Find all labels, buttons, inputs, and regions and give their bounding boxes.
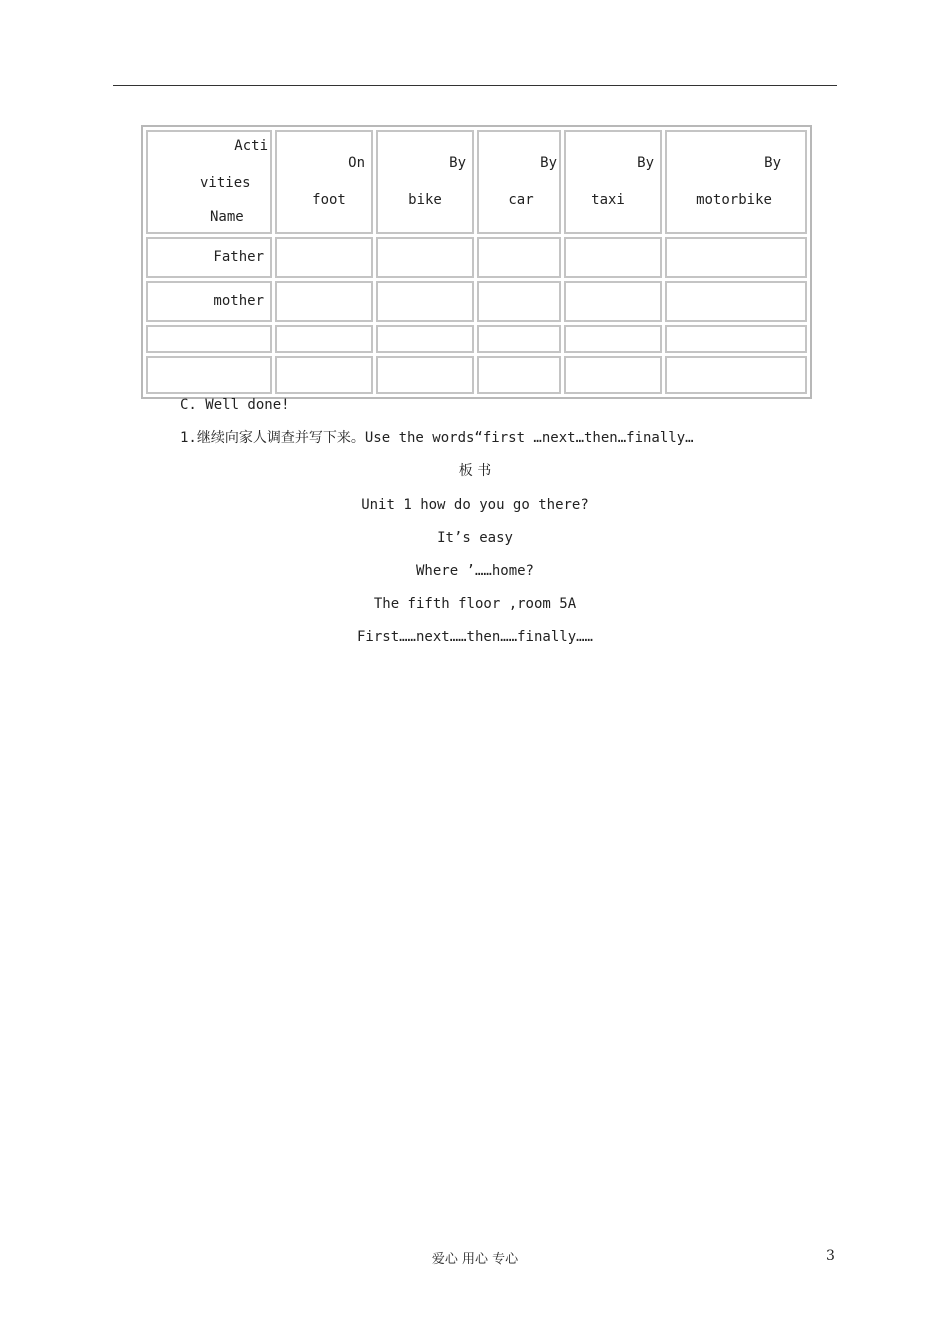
corner-activities-part2: vities — [200, 175, 251, 191]
table-header-row — [146, 130, 807, 234]
table-cell — [665, 281, 807, 322]
row-label — [146, 356, 272, 394]
corner-name: Name — [210, 209, 244, 225]
task-1-instruction: 1.继续向家人调查并写下来。Use the words“first …next…then…finally… — [180, 430, 694, 446]
table-cell — [564, 325, 662, 353]
table-cell — [665, 325, 807, 353]
table-cell — [275, 325, 373, 353]
table-row — [146, 281, 807, 322]
board-line-floor: The fifth floor ,room 5A — [373, 596, 577, 612]
board-line-easy: It’s easy — [437, 530, 513, 546]
board-line-unit: Unit 1 how do you go there? — [361, 497, 589, 513]
board-title: 板 书 — [458, 463, 492, 479]
col-by-bike: By bike — [376, 130, 474, 234]
table-cell — [477, 281, 561, 322]
table-cell — [376, 281, 474, 322]
table-cell — [275, 356, 373, 394]
page-number: 3 — [826, 1248, 835, 1264]
table-cell — [665, 237, 807, 278]
section-c-heading: C. Well done! — [180, 397, 290, 413]
table-cell — [665, 356, 807, 394]
row-label: Father — [146, 237, 272, 278]
table-cell — [275, 237, 373, 278]
col-by-motorbike: By motorbike — [665, 130, 807, 234]
board-line-sequence: First……next……then……finally…… — [356, 629, 593, 645]
table-cell — [477, 237, 561, 278]
col-by-car: By car — [477, 130, 561, 234]
table-cell — [376, 325, 474, 353]
corner-cell — [146, 130, 272, 234]
col-on-foot: On foot — [275, 130, 373, 234]
table-row — [146, 325, 807, 353]
table-cell — [477, 356, 561, 394]
row-label — [146, 325, 272, 353]
table-cell — [564, 281, 662, 322]
table-cell — [564, 237, 662, 278]
survey-table — [141, 125, 812, 399]
col-by-taxi: By taxi — [564, 130, 662, 234]
table-cell — [376, 356, 474, 394]
corner-activities-part1: Acti — [234, 138, 268, 154]
row-label: mother — [146, 281, 272, 322]
board-line-where: Where ’……home? — [415, 563, 534, 579]
page-footer: 爱心 用心 专心 — [431, 1252, 519, 1267]
header-rule — [113, 85, 837, 86]
table-cell — [564, 356, 662, 394]
table-row — [146, 356, 807, 394]
table-cell — [376, 237, 474, 278]
table-cell — [477, 325, 561, 353]
table-row — [146, 237, 807, 278]
table-cell — [275, 281, 373, 322]
